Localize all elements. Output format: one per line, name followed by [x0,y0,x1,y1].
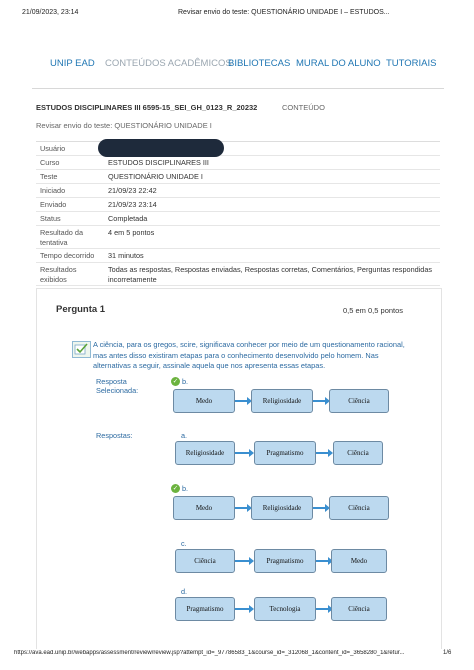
option-step-box: Pragmatismo [254,441,316,465]
option-letter: a. [181,431,188,440]
selected-letter: b. [182,377,189,386]
selected-step-box: Religiosidade [251,389,313,413]
info-value: 4 em 5 pontos [108,228,155,237]
selected-answer-label: Resposta Selecionada: [96,377,139,395]
arrow [235,507,248,509]
info-label: Status [40,214,61,223]
arrow [313,400,326,402]
print-page-title: Revisar envio do teste: QUESTIONÁRIO UNIDADE I – ESTUDOS... [178,9,390,16]
arrow [235,608,250,610]
option-step-box: Ciência [331,597,387,621]
info-value: Todas as respostas, Respostas enviadas, Respostas corretas, Comentários, Perguntas respondidas incorretamente [108,265,433,284]
info-row-resultado [36,226,440,249]
info-row-usuario [36,142,440,156]
print-page-number: 1/6 [443,650,452,656]
arrow [316,560,329,562]
question-text: A ciência, para os gregos, scire, significava conhecer por meio de um questionamento racional, mas antes disso existiram etapas para o conhecimento desenvolvido pelo homem. Nas alternativas a seguir, assinale aquela que nos apresenta essas etapas. [93,340,405,370]
answers-label: Respostas: [96,431,133,440]
info-row-enviado [36,198,440,212]
main-nav [0,58,474,72]
breadcrumb-section[interactable]: CONTEÚDO [282,103,325,112]
info-row-iniciado [36,184,440,198]
info-value: ESTUDOS DISCIPLINARES III [108,158,209,167]
info-row-curso [36,156,440,170]
info-value: 21/09/23 22:42 [108,186,157,195]
option-letter: c. [181,539,187,548]
arrow [313,507,326,509]
arrow [235,560,250,562]
info-row-status [36,212,440,226]
check-circle-icon: ✓ [172,485,179,492]
option-letter: b. [182,484,189,493]
option-step-box: Religiosidade [175,441,235,465]
nav-tutoriais[interactable]: TUTORIAIS [386,58,437,69]
arrow [316,452,329,454]
option-step-box: Medo [173,496,235,520]
option-step-box: Ciência [333,441,383,465]
arrow [235,400,248,402]
print-url: https://ava.ead.unip.br/webapps/assessment/review/review.jsp?attempt_id=_97786583_1&course_id=_312068_1&content_id=_3658280_1&retur... [14,650,405,656]
info-value: QUESTIONÁRIO UNIDADE I [108,172,203,181]
info-label: Enviado [40,200,67,209]
selected-step-box: Medo [173,389,235,413]
info-label: Iniciado [40,186,66,195]
info-label: Resultado da tentativa [40,228,84,247]
check-circle-icon: ✓ [172,378,179,385]
info-label: Curso [40,158,60,167]
info-row-resultados-exibidos [36,263,440,286]
info-label: Teste [40,172,58,181]
nav-conteudos-academicos[interactable]: CONTEÚDOS ACADÊMICOS [105,58,232,69]
info-value: 21/09/23 23:14 [108,200,157,209]
info-row-teste [36,170,440,184]
nav-bibliotecas[interactable]: BIBLIOTECAS [228,58,291,69]
info-label: Tempo decorrido [40,251,95,260]
option-step-box: Medo [331,549,387,573]
arrow [316,608,329,610]
page-subtitle: Revisar envio do teste: QUESTIONÁRIO UNIDADE I [36,121,212,130]
question-points: 0,5 em 0,5 pontos [343,306,404,315]
nav-unip-ead[interactable]: UNIP EAD [50,58,95,69]
print-datetime: 21/09/2023, 23:14 [22,9,79,16]
info-value: 31 minutos [108,251,144,260]
option-step-box: Pragmatismo [175,597,235,621]
option-step-box: Pragmatismo [254,549,316,573]
breadcrumb-course[interactable]: ESTUDOS DISCIPLINARES III 6595-15_SEI_GH_0123_R_20232 [36,103,258,112]
question-type-icon [72,341,91,358]
nav-divider [32,88,444,89]
arrow [235,452,250,454]
nav-mural-do-aluno[interactable]: MURAL DO ALUNO [296,58,381,69]
option-step-box: Religiosidade [251,496,313,520]
info-value: Completada [108,214,148,223]
info-label: Usuário [40,144,66,153]
attempt-info-table [36,141,440,286]
info-row-tempo [36,249,440,263]
option-step-box: Tecnologia [254,597,316,621]
question-title: Pergunta 1 [56,304,106,315]
option-step-box: Ciência [329,496,389,520]
redacted-username [98,139,224,157]
selected-step-box: Ciência [329,389,389,413]
option-letter: d. [181,587,188,596]
option-step-box: Ciência [175,549,235,573]
info-label: Resultados exibidos [40,265,77,284]
